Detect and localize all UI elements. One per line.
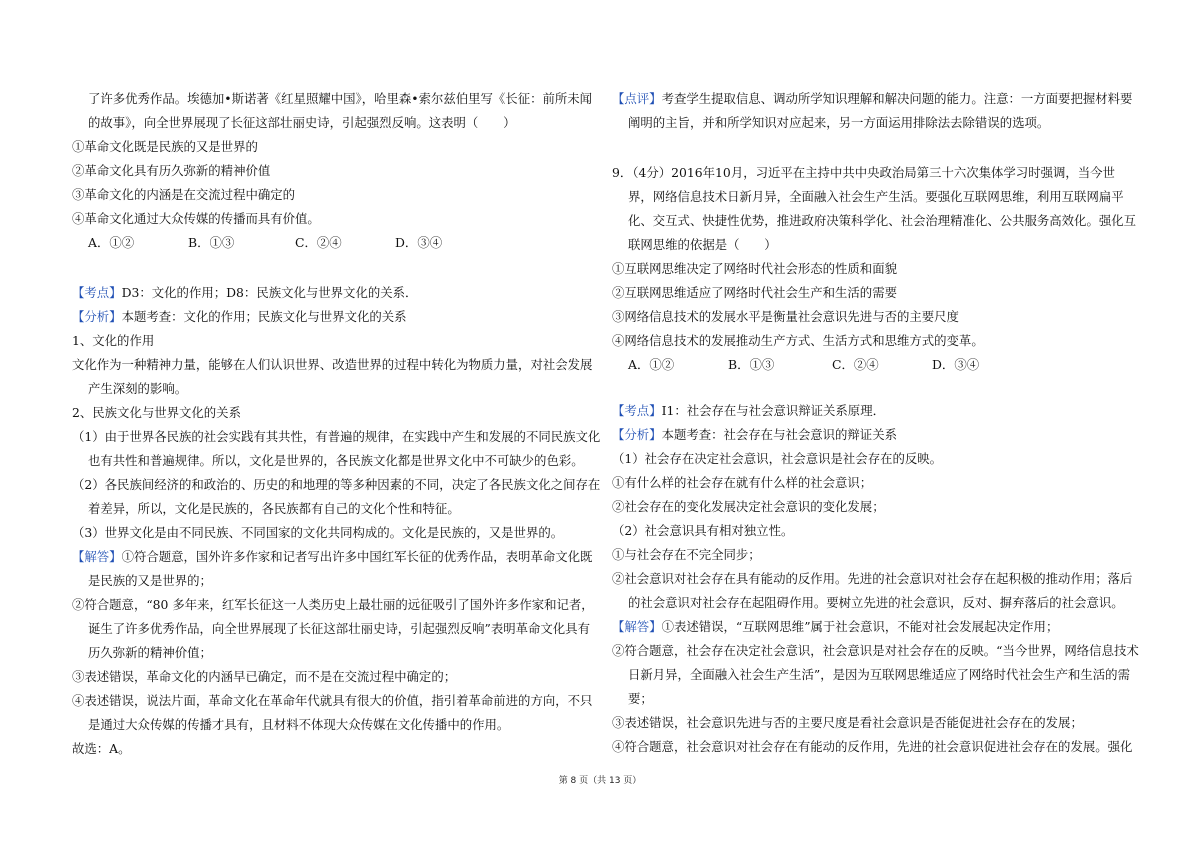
analysis-line: 文化作为一种精神力量，能够在人们认识世界、改造世界的过程中转化为物质力量，对社会发展 xyxy=(72,357,593,372)
option-a: A．①② xyxy=(88,235,135,250)
statement-4: ④网络信息技术的发展推动生产方式、生活方式和思维方式的变革。 xyxy=(612,333,984,348)
option-d: D．③④ xyxy=(395,235,443,250)
dianping-line2: 阐明的主旨，并和所学知识对应起来，另一方面运用排除法去除错误的选项。 xyxy=(628,115,1050,130)
answer-line: ②符合题意，“80 多年来，红军长征这一人类历史上最壮丽的远征吸引了国外许多作家和记者， xyxy=(72,597,594,612)
answer-line: 诞生了许多优秀作品，向全世界展现了长征这部壮丽史诗，引起强烈反响”表明革命文化具有 xyxy=(88,621,590,636)
analysis-line: 的社会意识对社会存在起阻碍作用。要树立先进的社会意识，反对、摒弃落后的社会意识。 xyxy=(628,595,1124,610)
jieda-line xyxy=(612,618,1058,636)
statement-3: ③网络信息技术的发展水平是衡量社会意识先进与否的主要尺度 xyxy=(612,309,959,324)
kaodian-tag: 【考点】 xyxy=(72,285,122,300)
option-b: B．①③ xyxy=(188,235,235,250)
answer-line: 日新月异，全面融入社会生产生活”，是因为互联网思维适应了网络时代社会生产和生活的需 xyxy=(628,667,1130,682)
fenxi-text: 本题考查：文化的作用；民族文化与世界文化的关系 xyxy=(121,309,407,324)
kaodian-tag: 【考点】 xyxy=(612,403,662,418)
jieda-line xyxy=(72,548,592,566)
answer-line: 历久弥新的精神价值； xyxy=(88,645,212,660)
answer-line: ④表述错误，说法片面，革命文化在革命年代就具有很大的价值，指引着革命前进的方向，不只 xyxy=(72,693,593,708)
dianping-text: 考查学生提取信息、调动所学知识理解和解决问题的能力。注意：一方面要把握材料要 xyxy=(661,91,1133,106)
text-line: 的故事》，向全世界展现了长征这部壮丽史诗，引起强烈反响。这表明（ ） xyxy=(88,115,516,130)
answer-line: 要； xyxy=(628,691,653,706)
statement-2: ②互联网思维适应了网络时代社会生产和生活的需要 xyxy=(612,285,897,300)
kaodian-line xyxy=(612,402,885,420)
text-line: 了许多优秀作品。埃德加•斯诺著《红星照耀中国》，哈里森•索尔兹伯里写《长征：前所未闻 xyxy=(88,91,593,106)
analysis-line: ①与社会存在不完全同步； xyxy=(612,547,761,562)
question-line: 界，网络信息技术日新月异，全面融入社会生产生活。要强化互联网思维，利用互联网扁平 xyxy=(628,189,1124,204)
statement-2: ②革命文化具有历久弥新的精神价值 xyxy=(72,163,271,178)
answer-line: ③表述错误，革命文化的内涵早已确定，而不是在交流过程中确定的； xyxy=(72,669,457,684)
fenxi-line xyxy=(72,308,407,326)
analysis-line: ①有什么样的社会存在就有什么样的社会意识； xyxy=(612,475,873,490)
kaodian-text: I1：社会存在与社会意识辩证关系原理． xyxy=(661,403,885,418)
answer-line: ④符合题意，社会意识对社会存在有能动的反作用，先进的社会意识促进社会存在的发展。强化 xyxy=(612,739,1133,754)
answer-options xyxy=(628,356,979,374)
answer-options xyxy=(88,234,442,252)
option-c: C．②④ xyxy=(832,357,879,372)
analysis-line: 产生深刻的影响。 xyxy=(88,381,188,396)
page-footer: 第 8 页（共 13 页） xyxy=(558,776,642,786)
fenxi-tag: 【分析】 xyxy=(72,309,122,324)
statement-1: ①革命文化既是民族的又是世界的 xyxy=(72,139,258,154)
dianping-line xyxy=(612,90,1132,108)
dianping-tag: 【点评】 xyxy=(612,91,662,106)
analysis-line: ②社会意识对社会存在具有能动的反作用。先进的社会意识对社会存在起积极的推动作用；落后 xyxy=(612,571,1133,586)
analysis-line: （1）社会存在决定社会意识，社会意识是社会存在的反映。 xyxy=(612,451,943,466)
analysis-line: （2）各民族间经济的和政治的、历史的和地理的等多种因素的不同，决定了各民族文化之间存在 xyxy=(72,477,601,492)
question-line: 化、交互式、快捷性优势，推进政府决策科学化、社会治理精准化、公共服务高效化。强化互 xyxy=(628,213,1137,228)
answer-line: ③表述错误，社会意识先进与否的主要尺度是看社会意识是否能促进社会存在的发展； xyxy=(612,715,1083,730)
question-9: 9．（4分）2016年10月，习近平在主持中共中央政治局第三十六次集体学习时强调，当今世 xyxy=(612,165,1115,180)
analysis-line: 2、民族文化与世界文化的关系 xyxy=(72,405,241,420)
jieda-text: ①表述错误，“互联网思维”属于社会意识，不能对社会发展起决定作用； xyxy=(661,619,1059,634)
option-c: C．②④ xyxy=(295,235,342,250)
option-a: A．①② xyxy=(628,357,675,372)
analysis-line: 也有共性和普遍规律。所以，文化是世界的，各民族文化都是世界文化中不可缺少的色彩。 xyxy=(88,453,584,468)
statement-1: ①互联网思维决定了网络时代社会形态的性质和面貌 xyxy=(612,261,897,276)
analysis-line: （1）由于世界各民族的社会实践有其共性，有普遍的规律，在实践中产生和发展的不同民族文化 xyxy=(72,429,601,444)
question-line: 联网思维的依据是（ ） xyxy=(628,237,777,252)
answer-final: 故选：A。 xyxy=(72,741,131,756)
option-d: D．③④ xyxy=(932,357,980,372)
answer-line: ②符合题意，社会存在决定社会意识，社会意识是对社会存在的反映。“当今世界，网络信息技术 xyxy=(612,643,1139,658)
kaodian-line xyxy=(72,284,417,302)
answer-line: 是通过大众传媒的传播才具有，且材料不体现大众传媒在文化传播中的作用。 xyxy=(88,717,510,732)
analysis-line: ②社会存在的变化发展决定社会意识的变化发展； xyxy=(612,499,885,514)
statement-4: ④革命文化通过大众传媒的传播而具有价值。 xyxy=(72,211,320,226)
fenxi-tag: 【分析】 xyxy=(612,427,662,442)
analysis-line: 着差异，所以，文化是民族的，各民族都有自己的文化个性和特征。 xyxy=(88,501,460,516)
option-b: B．①③ xyxy=(728,357,775,372)
statement-3: ③革命文化的内涵是在交流过程中确定的 xyxy=(72,187,296,202)
fenxi-line xyxy=(612,426,897,444)
jieda-text: ①符合题意，国外许多作家和记者写出许多中国红军长征的优秀作品，表明革命文化既 xyxy=(121,549,593,564)
kaodian-text: D3：文化的作用；D8：民族文化与世界文化的关系． xyxy=(121,285,418,300)
jieda-tag: 【解答】 xyxy=(72,549,122,564)
analysis-line: 1、文化的作用 xyxy=(72,333,155,348)
answer-line: 是民族的又是世界的； xyxy=(88,573,212,588)
analysis-line: （2）社会意识具有相对独立性。 xyxy=(612,523,794,538)
jieda-tag: 【解答】 xyxy=(612,619,662,634)
fenxi-text: 本题考查：社会存在与社会意识的辩证关系 xyxy=(661,427,897,442)
analysis-line: （3）世界文化是由不同民族、不同国家的文化共同构成的。文化是民族的，又是世界的。 xyxy=(72,525,564,540)
